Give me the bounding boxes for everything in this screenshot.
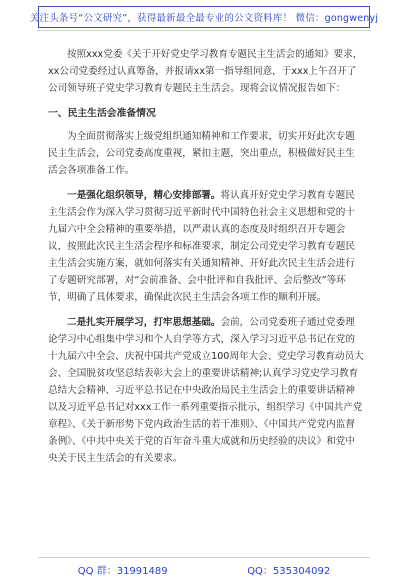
- footer-divider: [38, 557, 370, 558]
- header-divider: [38, 30, 370, 31]
- document-body: [48, 46, 364, 467]
- point-one-body: 将认真开好党史学习教育专题民主生活会作为深入学习贯彻习近平新时代中国特色社会主义思想和党的十九届六中全会精神的重要举措，以严肃认真的态度及时组织召开专题会议，按照此次民主生活会程序和标准要求，制定公司党史学习教育专题民主生活会实施方案，就如何落实有关通知精神、开好此次民主生活会进行了专题研究部署，对“会前准备、会中批评和自我批评、会后整改”等环节，明确了具体要求，确保此次民主生活会各项工作的顺利开展。: [48, 190, 355, 303]
- section-paragraph: 为全面贯彻落实上级党组织通知精神和工作要求，切实开好此次专题民主生活会，公司党委高度重视，紧扣主题，突出重点，积极做好民主生活会各项准备工作。: [48, 131, 355, 176]
- intro-paragraph: 按照xxx党委《关于开好党史学习教育专题民主生活会的通知》要求，xx公司党委经过认真筹备，并报请xx第一指导组同意，于xxx上午召开了公司领导班子党史学习教育专题民主生活会。现将会议情况报告如下：: [48, 49, 363, 94]
- footer-qq-group: QQ 群：31991489: [77, 565, 168, 577]
- point-two-paragraph: [48, 314, 364, 467]
- section-heading: 一、民主生活会准备情况: [48, 108, 156, 119]
- footer-qq: QQ：535304092: [247, 565, 331, 577]
- point-one-lead: 一是强化组织领导，精心安排部署。: [67, 190, 221, 201]
- header-banner-text: 关注头条号“公文研究”，获得最新最全最专业的公文资料库！ 微信：gongwenyj: [29, 13, 379, 24]
- header-banner: [29, 6, 379, 28]
- footer: [38, 561, 370, 577]
- point-one-paragraph: [48, 187, 364, 306]
- point-two-lead: 二是扎实开展学习，打牢思想基础。: [67, 317, 221, 328]
- point-two-body: 会前，公司党委班子通过党委理论学习中心组集中学习和个人自学等方式，深入学习习近平总书记在党的十九届六中全会、庆祝中国共产党成立100周年大会、党史学习教育动员大会、全国脱贫攻坚总结表彰大会上的重要讲话精神;认真学习党史学习教育总结大会精神、习近平总书记在中央政治局民主生活会上的重要讲话精神以及习近平总书记对xxx工作一系列重要指示批示，组织学习《中国共产党章程》、《关于新形势下党内政治生活的若干准则》、《中国共产党党内监督条例》、《中共中央关于党的百年奋斗重大成就和历史经验的决议》和党中央关于民主生活会的有关要求。: [48, 317, 364, 464]
